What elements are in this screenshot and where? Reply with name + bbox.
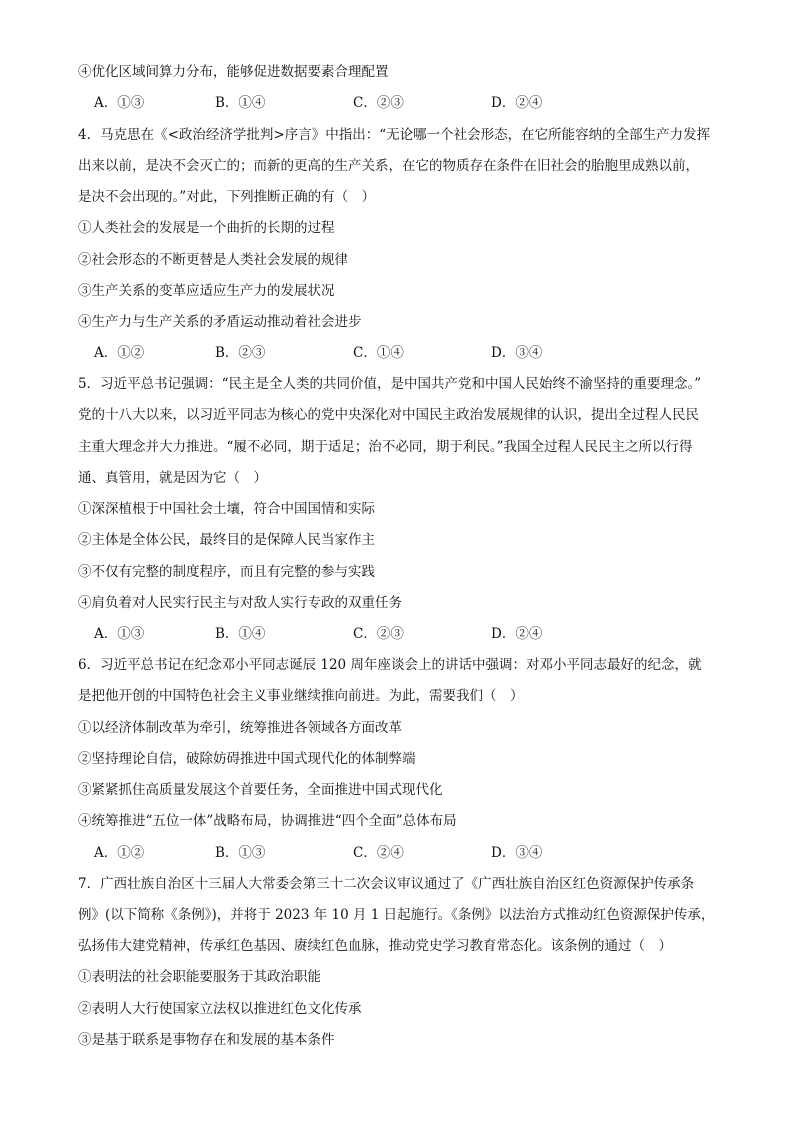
choice-c: C．②④	[353, 845, 404, 861]
choice-a: A．①③	[94, 626, 145, 642]
choice-c: C．②③	[353, 626, 404, 642]
choice-b: B．①④	[215, 95, 266, 111]
option-statement: ①以经济体制改革为牵引，统筹推进各领域各方面改革	[78, 720, 402, 736]
question-7-stem: 弘扬伟大建党精神，传承红色基因、赓续红色血脉，推动党史学习教育常态化。该条例的通过（ ）	[78, 938, 672, 954]
question-7-stem: 例》(以下简称《条例》)，并将于 2023 年 10 月 1 日起施行。《条例》以法治方式推动红色资源保护传承，	[78, 907, 715, 923]
choice-c: C．②③	[353, 95, 404, 111]
option-statement: ④优化区域间算力分布，能够促进数据要素合理配置	[78, 64, 389, 80]
choice-a: A．①③	[94, 95, 145, 111]
option-statement: ③不仅有完整的制度程序，而且有完整的参与实践	[78, 564, 375, 580]
option-statement: ③紧紧抓住高质量发展这个首要任务，全面推进中国式现代化	[78, 782, 443, 798]
option-statement: ②坚持理论自信，破除妨碍推进中国式现代化的体制弊端	[78, 751, 416, 767]
option-statement: ①表明法的社会职能要服务于其政治职能	[78, 969, 321, 985]
choice-d: D．②④	[491, 95, 543, 111]
choice-c: C．①④	[353, 345, 404, 361]
option-statement: ②主体是全体公民，最终目的是保障人民当家作主	[78, 532, 375, 548]
choice-b: B．①③	[215, 845, 266, 861]
choice-b: B．①④	[215, 626, 266, 642]
question-5-stem: 党的十八大以来，以习近平同志为核心的党中央深化对中国民主政治发展规律的认识，提出全过程人民民	[78, 407, 699, 423]
question-6-stem: 6．习近平总书记在纪念邓小平同志诞辰 120 周年座谈会上的讲话中强调：对邓小平同志最好的纪念，就	[78, 657, 702, 673]
choice-a: A．①②	[94, 345, 145, 361]
question-4-stem: 4．马克思在《<政治经济学批判>序言》中指出：“无论哪一个社会形态，在它所能容纳的全部生产力发挥	[78, 127, 711, 143]
question-6-stem: 是把他开创的中国特色社会主义事业继续推向前进。为此，需要我们（ ）	[78, 688, 524, 704]
choice-a: A．①②	[94, 845, 145, 861]
option-statement: ①深深植根于中国社会土壤，符合中国国情和实际	[78, 501, 375, 517]
choice-d: D．③④	[491, 345, 543, 361]
choice-d: D．③④	[491, 845, 543, 861]
choice-d: D．②④	[491, 626, 543, 642]
option-statement: ③是基于联系是事物存在和发展的基本条件	[78, 1032, 335, 1048]
option-statement: ④统筹推进“五位一体”战略布局，协调推进“四个全面”总体布局	[78, 813, 457, 829]
question-5-stem: 5．习近平总书记强调：“民主是全人类的共同价值，是中国共产党和中国人民始终不渝坚持的重要理念。”	[78, 376, 702, 392]
question-4-stem: 出来以前，是决不会灭亡的；而新的更高的生产关系，在它的物质存在条件在旧社会的胎胞里成熟以前，	[78, 158, 699, 174]
question-7-stem: 7．广西壮族自治区十三届人大常委会第三十二次会议审议通过了《广西壮族自治区红色资源保护传承条	[78, 876, 695, 892]
question-5-stem: 通、真管用，就是因为它（ ）	[78, 470, 267, 486]
choice-b: B．②③	[215, 345, 266, 361]
question-4-stem: 是决不会出现的。”对此，下列推断正确的有（ ）	[78, 189, 376, 205]
option-statement: ④生产力与生产关系的矛盾运动推动着社会进步	[78, 314, 362, 330]
option-statement: ②社会形态的不断更替是人类社会发展的规律	[78, 252, 348, 268]
option-statement: ③生产关系的变革应适应生产力的发展状况	[78, 283, 335, 299]
question-5-stem: 主重大理念并大力推进。“履不必同，期于适足；治不必同，期于利民。”我国全过程人民民主之所以行得	[78, 439, 693, 455]
option-statement: ②表明人大行使国家立法权以推进红色文化传承	[78, 1001, 362, 1017]
option-statement: ④肩负着对人民实行民主与对敌人实行专政的双重任务	[78, 595, 402, 611]
option-statement: ①人类社会的发展是一个曲折的长期的过程	[78, 220, 335, 236]
